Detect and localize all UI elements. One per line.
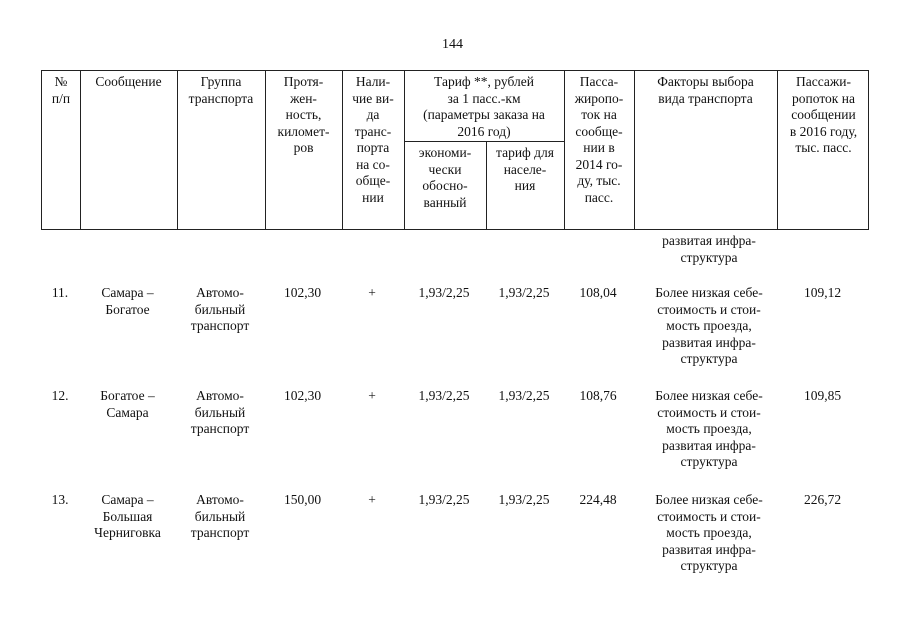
tariff-subheader-divider [404,141,564,142]
cell-flow-2016: 109,85 [803,388,842,403]
page-number: 144 [442,37,463,52]
table-row [41,388,869,484]
header-presence: Нали- чие ви- да транс- порта на со- обще- нии [352,74,394,205]
cell-route: Богатое – Самара [100,388,155,420]
table-row [41,285,869,381]
cell-num: 11. [51,285,69,300]
cell-flow-2014: 224,48 [579,492,617,507]
cell-route: Самара – Большая Черниговка [94,492,161,540]
cell-length: 150,00 [283,492,322,507]
cell-tariff-econ: 1,93/2,25 [418,388,470,403]
cell-transport-group: Автомо- бильный транспорт [190,388,250,436]
cell-presence: + [368,492,376,507]
cell-presence: + [368,285,376,300]
cell-flow-2016: 109,12 [803,285,842,300]
cell-flow-2014: 108,04 [579,285,617,300]
cell-tariff-econ: 1,93/2,25 [418,285,470,300]
cell-factors: Более низкая себе- стоимость и стои- мость проезда, развитая инфра- структура [655,492,763,573]
cell-tariff-population: 1,93/2,25 [498,388,550,403]
table-row [41,492,869,588]
cell-transport-group: Автомо- бильный транспорт [190,285,250,333]
header-length: Протя- жен- ность, километ- ров [277,74,330,155]
header-tariff-population: тариф для населе- ния [496,145,554,193]
header-tariff-econ: экономи- чески обосно- ванный [418,145,472,210]
table-header [41,70,869,230]
cell-flow-2014: 108,76 [579,388,617,403]
header-transport-group: Группа транспорта [188,74,254,106]
header-flow-2016: Пассажи- ропоток на сообщении в 2016 году, тыс. пасс. [789,74,858,155]
cell-tariff-population: 1,93/2,25 [498,492,550,507]
cell-length: 102,30 [283,285,322,300]
cell-flow-2016: 226,72 [803,492,842,507]
header-route: Сообщение [95,74,162,89]
cell-factors: Более низкая себе- стоимость и стои- мость проезда, развитая инфра- структура [655,285,763,366]
cell-num: 12. [51,388,69,403]
header-tariff: Тариф **, рублей за 1 пасс.-км (параметры заказа на 2016 год) [423,74,545,139]
continuation-text: развитая инфра- структура [662,233,756,265]
cell-factors: Более низкая себе- стоимость и стои- мость проезда, развитая инфра- структура [655,388,763,469]
column-divider [80,71,81,229]
cell-tariff-population: 1,93/2,25 [498,285,550,300]
header-num: № п/п [51,74,71,106]
header-factors: Факторы выбора вида транспорта [657,74,754,106]
cell-transport-group: Автомо- бильный транспорт [190,492,250,540]
cell-presence: + [368,388,376,403]
cell-tariff-econ: 1,93/2,25 [418,492,470,507]
cell-num: 13. [51,492,69,507]
cell-length: 102,30 [283,388,322,403]
header-flow-2014: Пасса- жиропо- ток на сообще- нии в 2014 го- ду, тыс. пасс. [574,74,624,205]
cell-route: Самара – Богатое [101,285,154,317]
